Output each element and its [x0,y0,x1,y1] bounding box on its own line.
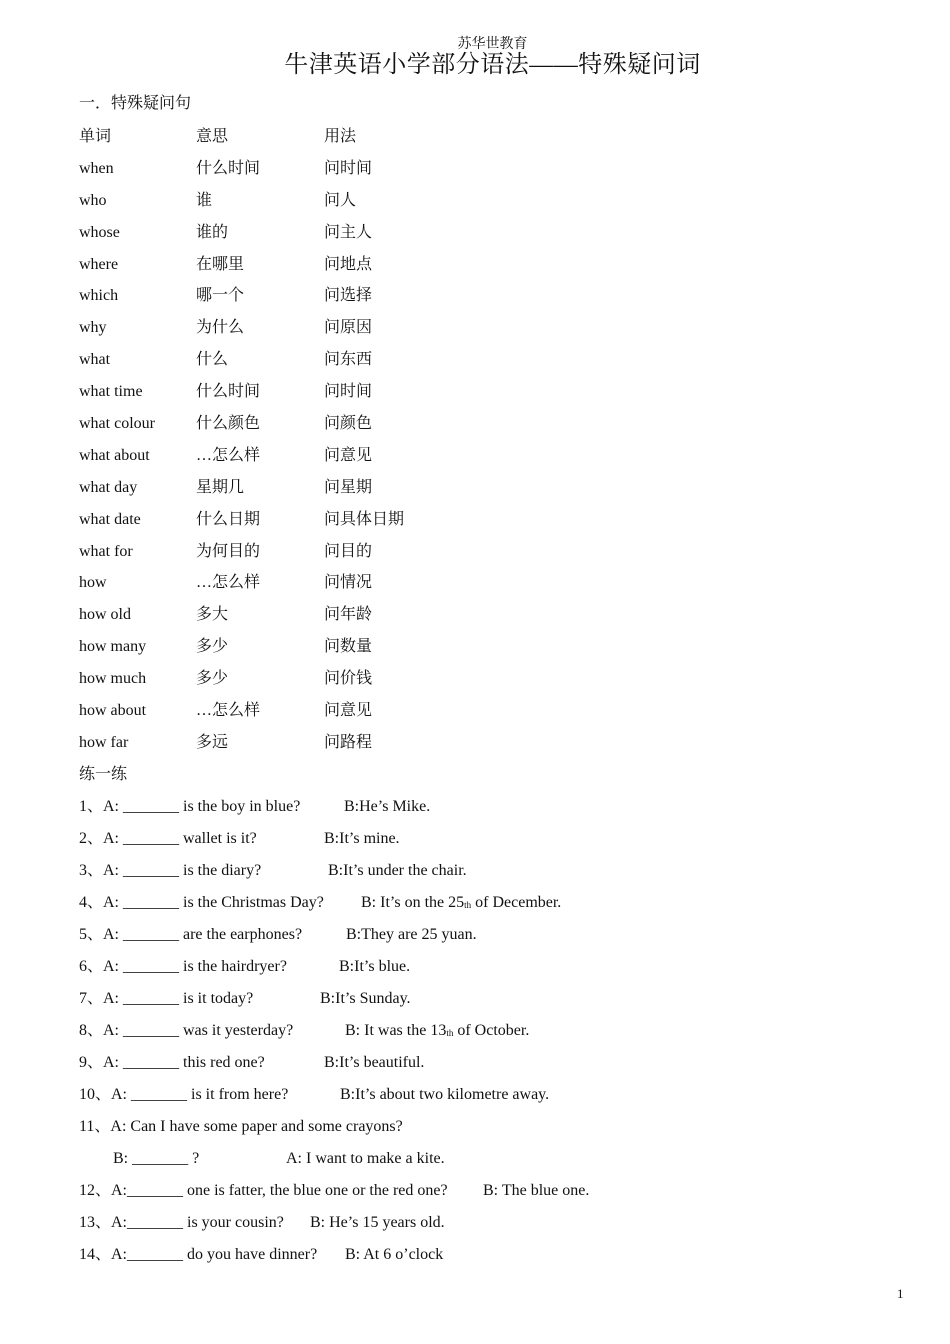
page-header: 苏华世教育 [457,37,528,52]
vocab-usage: 问主人 [324,223,373,241]
question-9 [79,1053,425,1073]
question-answer: B:It’s under the chair. [328,862,467,879]
question-prompt: 12、A:_______ one is fatter, the blue one or the red one? [79,1182,448,1199]
question-answer: B: It’s on the $25_{th}$ of December. [361,894,562,911]
vocab-meaning: 为什么 [196,319,245,337]
vocab-usage: 问东西 [324,351,373,369]
vocab-word: whose [79,223,120,241]
column-header-meaning: 意思 [196,128,229,145]
vocab-meaning: 多少 [196,670,229,688]
vocab-word: who [79,191,107,209]
vocab-meaning: 谁的 [196,223,229,241]
question-4 [79,893,562,913]
question-prompt: 13、A:_______ is your cousin? [79,1214,284,1231]
vocab-usage: 问颜色 [324,415,373,433]
question-prompt: 11、A: Can I have some paper and some crayons? [79,1118,403,1135]
column-header-word: 单词 [79,128,112,145]
vocab-meaning: …怎么样 [196,702,261,720]
vocab-meaning: 什么时间 [196,159,261,177]
practice-title: 练一练 [79,766,128,783]
question-3 [79,861,467,881]
vocab-usage: 问数量 [324,638,373,656]
vocab-word: how about [79,702,147,720]
question-5 [79,925,477,945]
question-prompt: 10、A: _______ is it from here? [79,1086,289,1103]
vocab-usage: 问时间 [324,383,373,401]
question-prompt: 3、A: _______ is the diary? [79,862,262,879]
vocab-usage: 问地点 [324,255,373,273]
vocab-usage: 问时间 [324,159,373,177]
page-number: 1 [897,1286,904,1301]
vocab-meaning: 哪一个 [196,287,245,305]
vocab-word: how far [79,733,129,751]
vocab-usage: 问人 [324,191,357,209]
vocab-word: which [79,287,119,305]
page-title: 牛津英语小学部分语法——特殊疑问词 [284,52,701,78]
question-prompt: 5、A: _______ are the earphones? [79,926,303,943]
question-2 [79,829,400,849]
question-1 [79,797,431,817]
question-13 [79,1213,445,1233]
question-answer: B: He’s 15 years old. [310,1214,445,1231]
question-answer: B: It was the $13_{th}$ of October. [345,1022,530,1039]
vocab-meaning: …怎么样 [196,446,261,464]
vocab-meaning: …怎么样 [196,574,261,592]
vocab-usage: 问年龄 [324,606,373,624]
question-11-continued [113,1149,445,1169]
vocab-meaning: 多大 [196,606,229,624]
vocab-meaning: 在哪里 [196,255,245,273]
question-answer: B:It’s mine. [324,830,400,847]
question-prompt: 2、A: _______ wallet is it? [79,830,257,847]
question-14 [79,1245,444,1265]
vocab-usage: 问原因 [324,319,373,337]
question-answer: B:It’s beautiful. [324,1054,425,1071]
column-header-usage: 用法 [324,128,357,145]
vocab-usage: 问目的 [324,542,373,560]
vocab-word: what colour [79,415,155,433]
question-answer: B:It’s blue. [339,958,411,975]
vocab-meaning: 什么颜色 [196,415,261,433]
vocab-word: how many [79,638,147,656]
question-answer: B:It’s Sunday. [320,990,411,1007]
vocab-word: how old [79,606,131,624]
vocab-usage: 问情况 [324,574,373,592]
vocab-word: how [79,574,107,592]
question-7 [79,989,411,1009]
question-prompt: B: _______ ? [113,1150,200,1167]
question-prompt: 4、A: _______ is the Christmas Day? [79,894,324,911]
question-6 [79,957,411,977]
question-prompt: 6、A: _______ is the hairdryer? [79,958,287,975]
vocab-usage: 问具体日期 [324,510,405,528]
question-8 [79,1021,530,1041]
vocab-word: where [79,255,119,273]
question-10 [79,1085,550,1105]
question-answer: B: At 6 o’clock [345,1246,444,1263]
vocab-word: why [79,319,107,337]
question-answer: A: I want to make a kite. [286,1150,445,1167]
vocab-word: what date [79,510,141,528]
vocab-meaning: 什么时间 [196,383,261,401]
section-title: 一．特殊疑问句 [79,95,192,112]
question-prompt: 14、A:_______ do you have dinner? [79,1246,318,1263]
question-answer: B:He’s Mike. [344,798,431,815]
vocab-usage: 问意见 [324,446,373,464]
question-answer: B:They are 25 yuan. [346,926,477,943]
vocab-meaning: 星期几 [196,478,245,496]
vocab-word: how much [79,670,147,688]
vocab-usage: 问价钱 [324,670,373,688]
vocab-usage: 问意见 [324,702,373,720]
vocab-word: what [79,351,111,369]
vocab-meaning: 多远 [196,733,229,751]
question-prompt: 9、A: _______ this red one? [79,1054,265,1071]
vocab-usage: 问路程 [324,733,373,751]
question-answer: B: The blue one. [483,1182,590,1199]
vocab-word: what day [79,478,138,496]
vocab-meaning: 什么日期 [196,510,261,528]
question-12 [79,1181,590,1201]
vocab-meaning: 谁 [196,191,213,209]
question-prompt: 7、A: _______ is it today? [79,990,254,1007]
vocab-usage: 问选择 [324,287,373,305]
question-prompt: 8、A: _______ was it yesterday? [79,1022,294,1039]
vocab-word: when [79,159,114,177]
vocab-meaning: 多少 [196,638,229,656]
vocab-word: what for [79,542,133,560]
vocab-word: what time [79,383,143,401]
question-prompt: 1、A: _______ is the boy in blue? [79,798,301,815]
question-answer: B:It’s about two kilometre away. [340,1086,550,1103]
vocab-meaning: 为何目的 [196,542,261,560]
question-11 [79,1117,403,1137]
vocab-word: what about [79,446,150,464]
vocab-meaning: 什么 [196,351,229,369]
vocab-usage: 问星期 [324,478,373,496]
